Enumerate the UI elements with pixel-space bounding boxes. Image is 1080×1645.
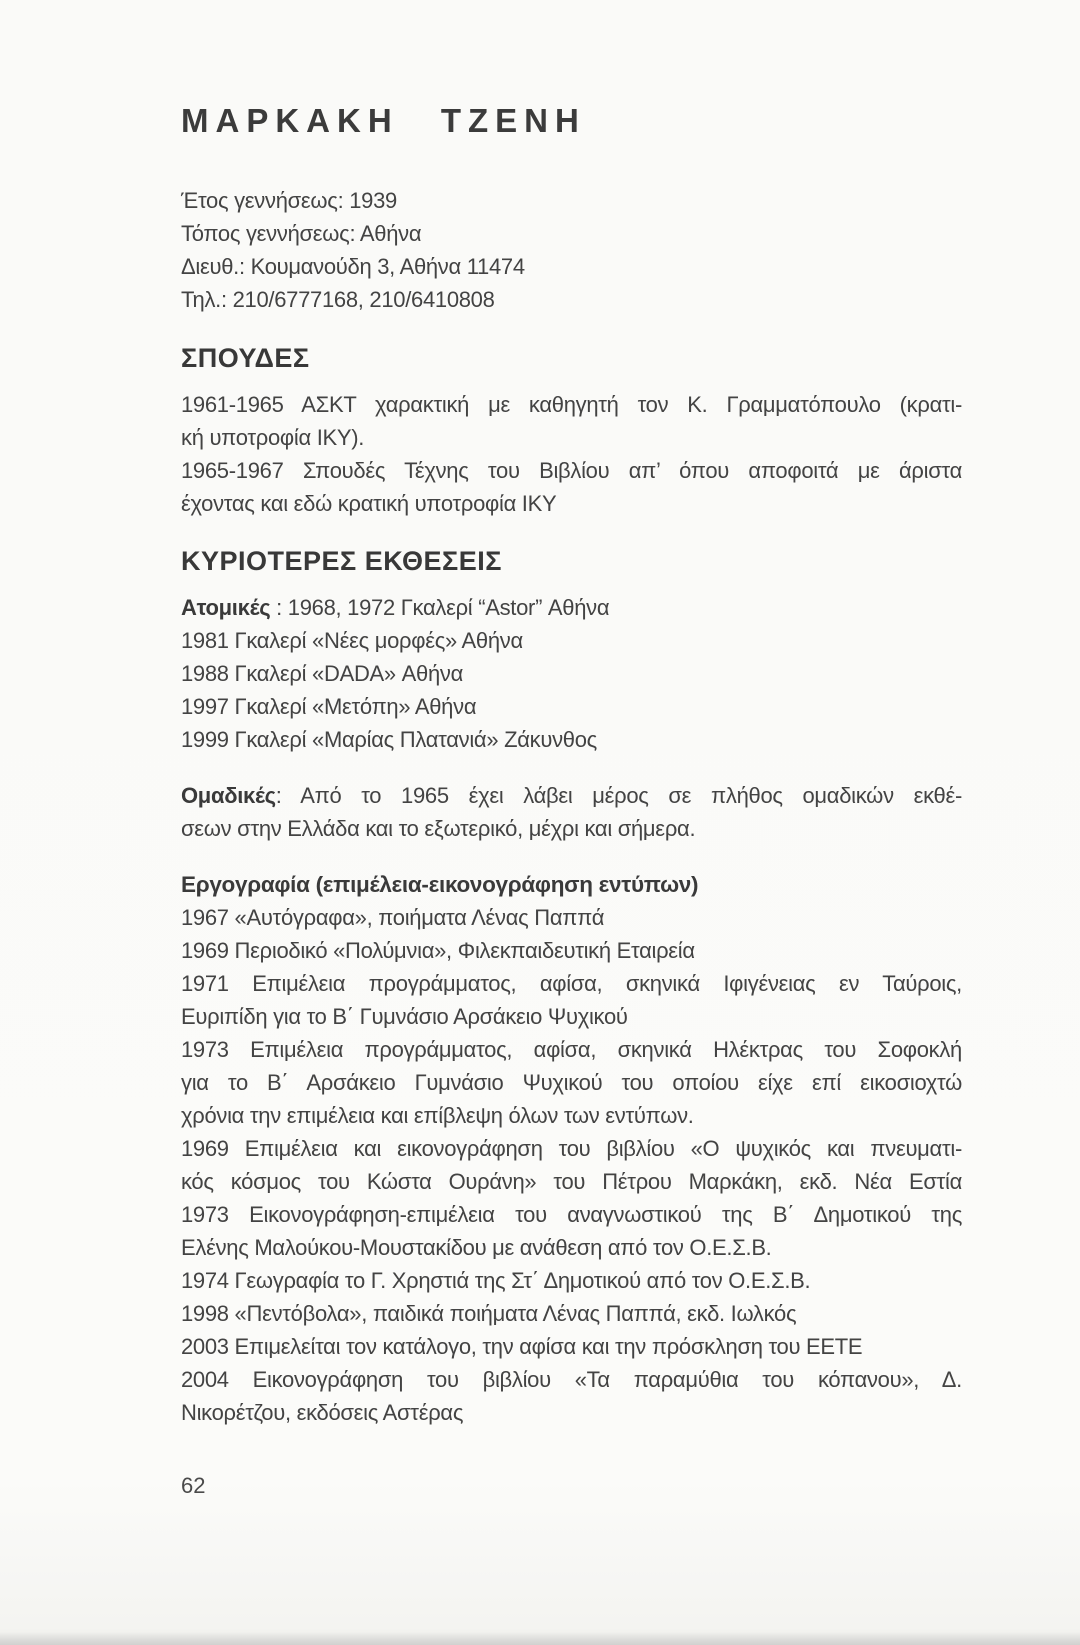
- solo-exhibition-line: 1999 Γκαλερί «Μαρίας Πλατανιά» Ζάκυνθος: [181, 727, 597, 752]
- exhibitions-heading: ΚΥΡΙΟΤΕΡΕΣ ΕΚΘΕΣΕΙΣ: [181, 546, 502, 576]
- works-line: 1973 Εικονογράφηση-επιμέλεια του αναγνωστικού της Β΄ Δημοτικού της: [181, 1202, 962, 1227]
- solo-separator: :: [270, 595, 288, 620]
- works-heading: Εργογραφία (επιμέλεια-εικονογράφηση εντύπων): [181, 872, 699, 897]
- solo-exhibitions-lines: [181, 624, 962, 756]
- group-exhibitions-continuation: σεων στην Ελλάδα και το εξωτερικό, μέχρι και σήμερα.: [181, 816, 696, 841]
- solo-exhibitions-lead-line: [181, 591, 962, 624]
- personal-info-line: Τηλ.: 210/6777168, 210/6410808: [181, 287, 495, 312]
- works-line: 1969 Περιοδικό «Πολύμνια», Φιλεκπαιδευτική Εταιρεία: [181, 938, 695, 963]
- solo-exhibitions-block: [181, 591, 962, 756]
- works-line: 2004 Εικονογράφηση του βιβλίου «Τα παραμύθια του κόπανου», Δ.: [181, 1367, 962, 1392]
- works-line: 1971 Επιμέλεια προγράμματος, αφίσα, σκηνικά Ιφιγένειας εν Ταύροις,: [181, 971, 962, 996]
- personal-info-line: Έτος γεννήσεως: 1939: [181, 188, 397, 213]
- works-line: κός κόσμος του Κώστα Ουράνη» του Πέτρου Μαρκάκη, εκδ. Νέα Εστία: [181, 1169, 962, 1194]
- works-line: 2003 Επιμελείται τον κατάλογο, την αφίσα και την πρόσκληση του ΕΕΤΕ: [181, 1334, 863, 1359]
- studies-block: [181, 388, 962, 520]
- studies-line: 1965-1967 Σπουδές Τέχνης του Βιβλίου απ’ όπου αποφοιτά με άριστα: [181, 458, 962, 483]
- group-exhibitions-lead-line: [181, 779, 962, 812]
- works-line: Ελένης Μαλούκου-Μουστακίδου με ανάθεση από τον Ο.Ε.Σ.Β.: [181, 1235, 772, 1260]
- group-first-line: Από το 1965 έχει λάβει μέρος σε πλήθος ομαδικών εκθέ-: [300, 783, 962, 808]
- solo-label: Ατομικές: [181, 595, 271, 620]
- group-separator: :: [275, 783, 301, 808]
- group-label: Ομαδικές: [181, 783, 276, 808]
- page-title: ΜΑΡΚΑΚΗ ΤΖΕΝΗ: [181, 102, 586, 139]
- works-lines: [181, 901, 962, 1429]
- studies-heading: ΣΠΟΥΔΕΣ: [181, 343, 310, 373]
- solo-exhibition-line: 1997 Γκαλερί «Μετόπη» Αθήνα: [181, 694, 477, 719]
- personal-info-line: Διευθ.: Κουμανούδη 3, Αθήνα 11474: [181, 254, 525, 279]
- personal-info-block: [181, 184, 962, 316]
- group-exhibitions-block: [181, 779, 962, 845]
- scan-bottom-edge-shadow: [0, 1632, 1080, 1645]
- studies-line: κή υποτροφία ΙΚΥ).: [181, 425, 365, 450]
- works-block: [181, 868, 962, 1429]
- works-line: 1998 «Πεντόβολα», παιδικά ποιήματα Λένας Παππά, εκδ. Ιωλκός: [181, 1301, 797, 1326]
- studies-line: 1961-1965 ΑΣΚΤ χαρακτική με καθηγητή τον Κ. Γραμματόπουλο (κρατι-: [181, 392, 962, 417]
- page-number: 62: [181, 1473, 206, 1498]
- solo-exhibition-line: 1981 Γκαλερί «Νέες μορφές» Αθήνα: [181, 628, 523, 653]
- works-line: 1967 «Αυτόγραφα», ποιήματα Λένας Παππά: [181, 905, 605, 930]
- works-line: 1969 Επιμέλεια και εικονογράφηση του βιβλίου «Ο ψυχικός και πνευματι-: [181, 1136, 962, 1161]
- works-line: 1974 Γεωγραφία το Γ. Χρηστιά της Στ΄ Δημοτικού από τον Ο.Ε.Σ.Β.: [181, 1268, 811, 1293]
- works-line: 1973 Επιμέλεια προγράμματος, αφίσα, σκηνικά Ηλέκτρας του Σοφοκλή: [181, 1037, 962, 1062]
- solo-first-entry: 1968, 1972 Γκαλερί “Astor” Αθήνα: [287, 595, 610, 620]
- works-line: για το Β΄ Αρσάκειο Γυμνάσιο Ψυχικού του οποίου είχε επί εικοσιοχτώ: [181, 1070, 962, 1095]
- works-line: Ευριπίδη για το Β΄ Γυμνάσιο Αρσάκειο Ψυχικού: [181, 1004, 628, 1029]
- studies-line: έχοντας και εδώ κρατική υποτροφία ΙΚΥ: [181, 491, 557, 516]
- works-line: Νικορέτζου, εκδόσεις Αστέρας: [181, 1400, 464, 1425]
- solo-exhibition-line: 1988 Γκαλερί «DADA» Αθήνα: [181, 661, 464, 686]
- personal-info-line: Τόπος γεννήσεως: Αθήνα: [181, 221, 422, 246]
- works-line: χρόνια την επιμέλεια και επίβλεψη όλων των εντύπων.: [181, 1103, 694, 1128]
